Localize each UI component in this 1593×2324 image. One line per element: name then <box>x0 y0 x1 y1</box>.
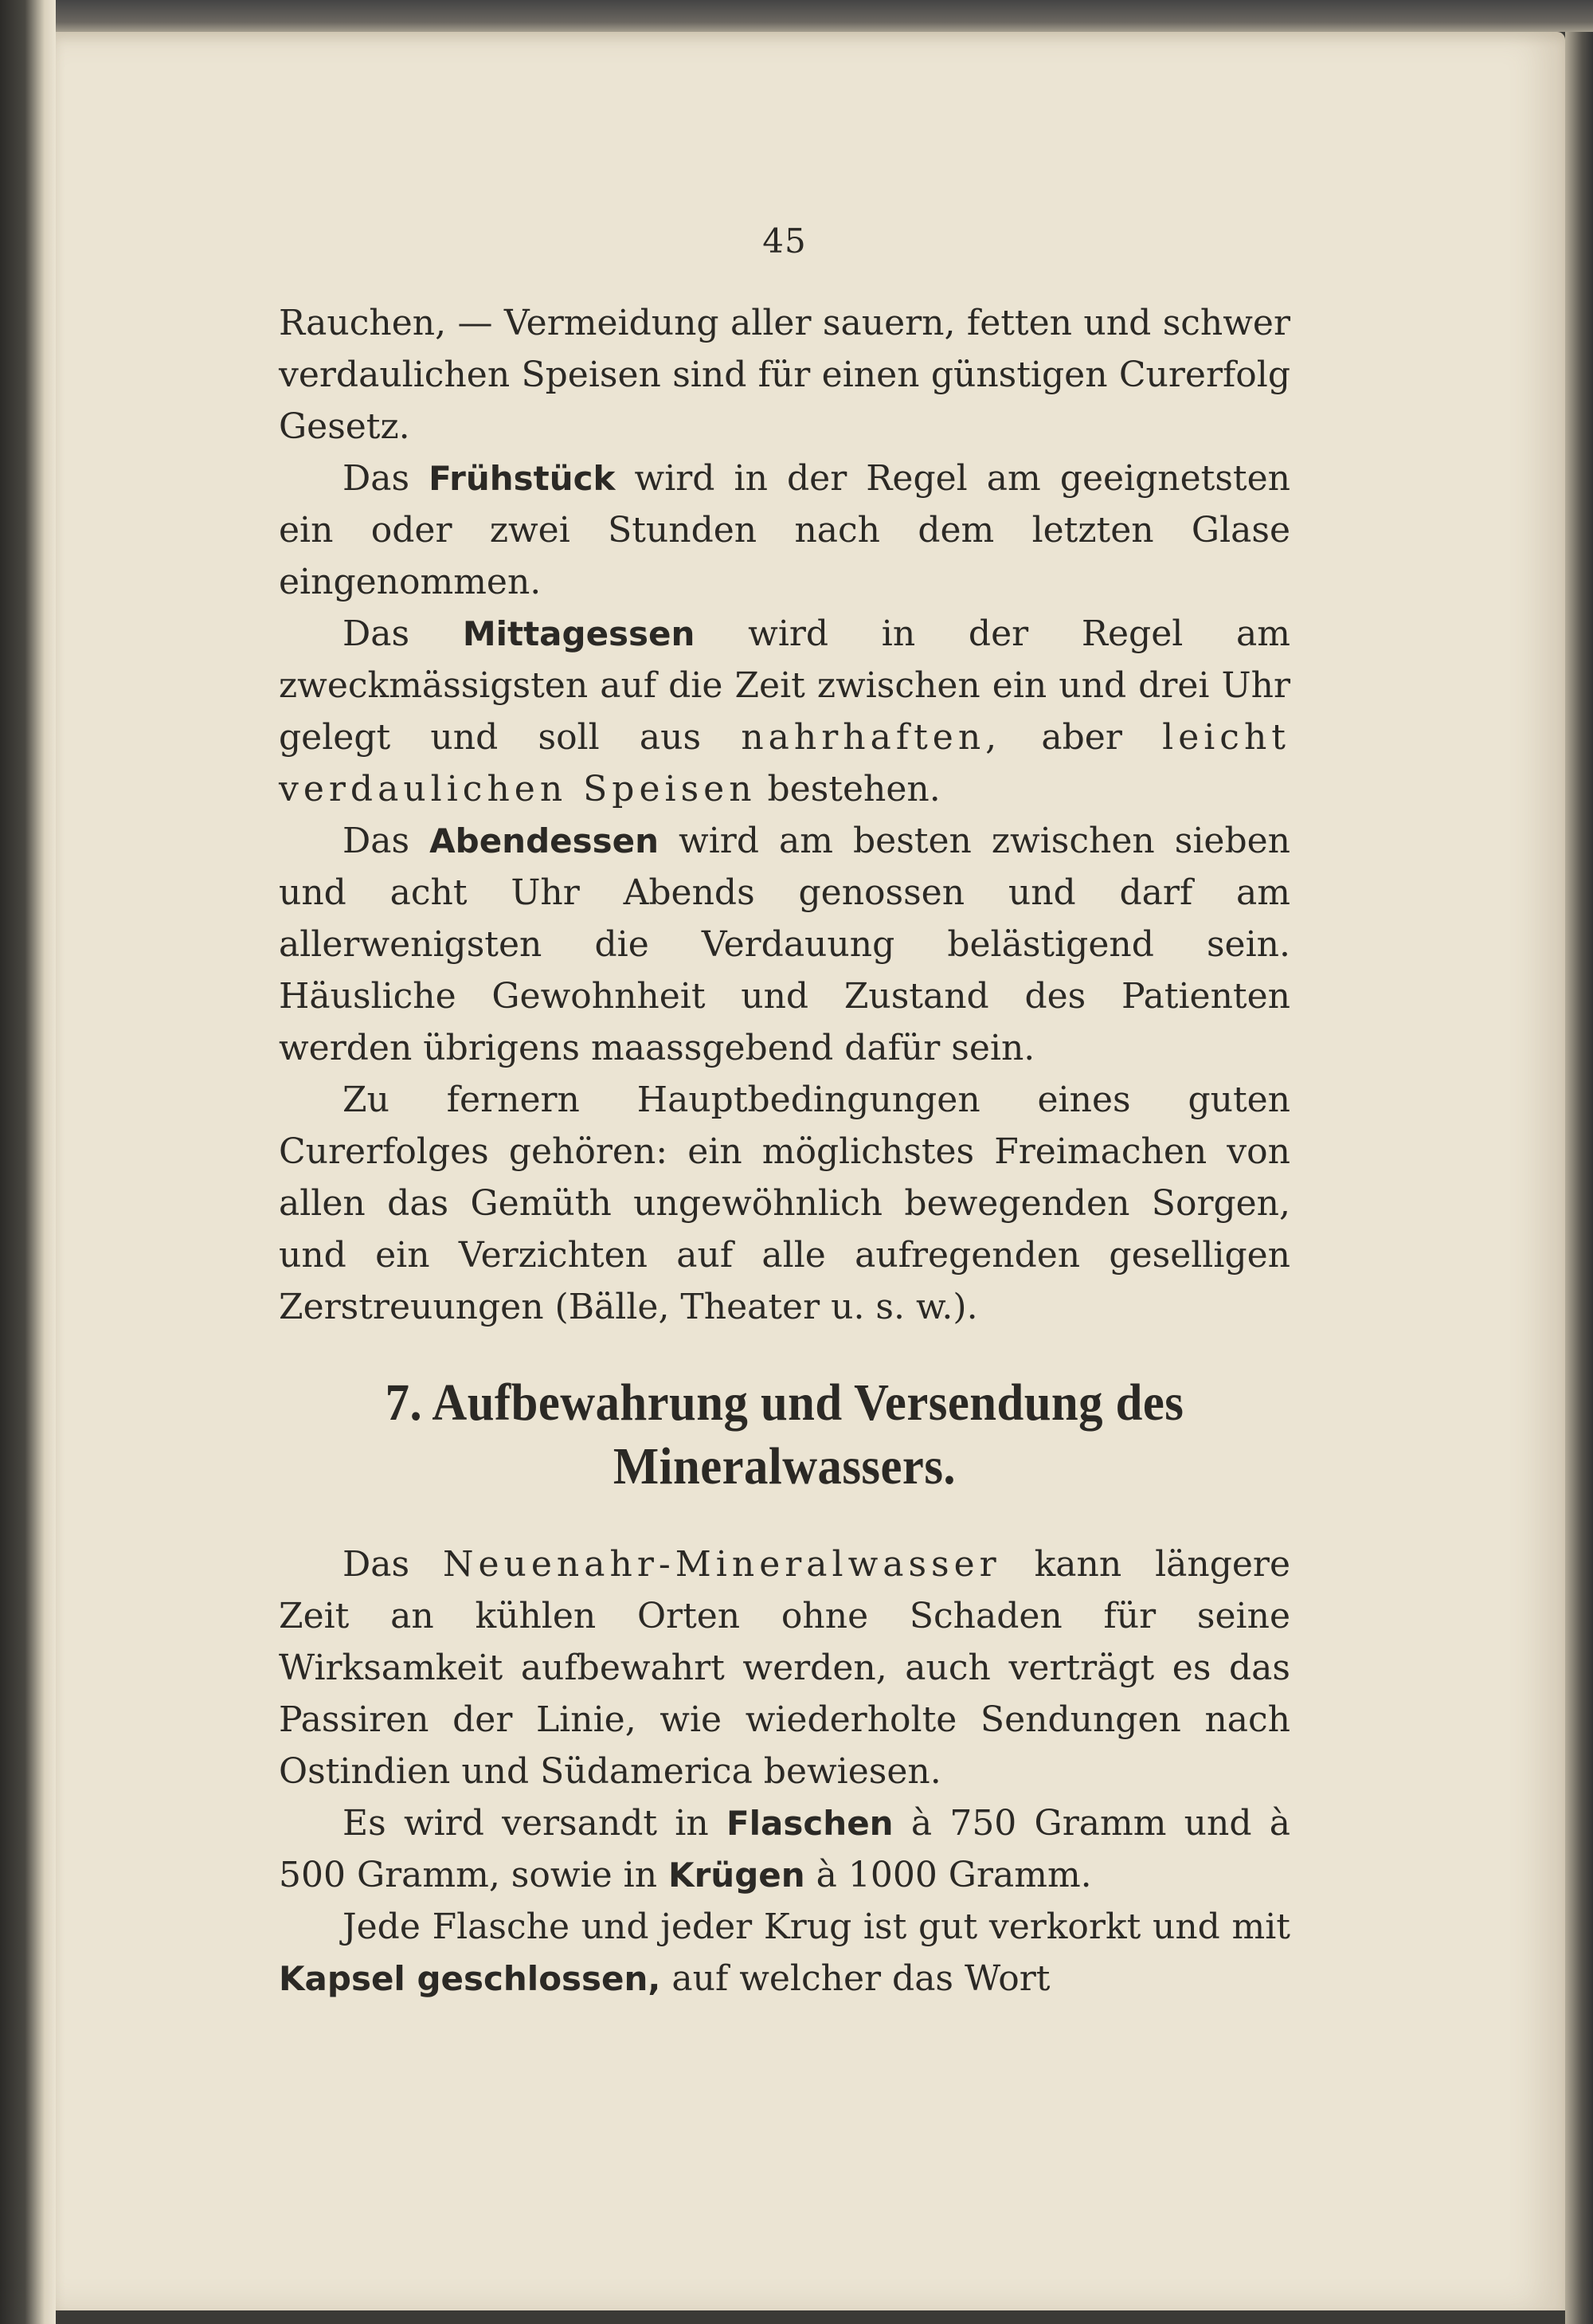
paragraph-abendessen <box>279 815 1290 1074</box>
spaced-nahrhaften: nahrhaften, <box>741 717 1002 758</box>
spaced-neuenahr-mineralwasser: Neuenahr-Mineralwasser <box>443 1544 1001 1585</box>
text-run: Das <box>342 1544 443 1585</box>
text-run: Es wird versandt in <box>342 1803 726 1844</box>
term-kapsel-geschlossen: Kapsel geschlossen, <box>279 1959 661 1998</box>
page-number: 45 <box>762 221 807 261</box>
paragraph-hauptbedingungen: Zu fernern Hauptbedingungen eines guten Curerfolges gehören: ein möglichstes Freimachen von allen das Gemüth ungewöhnlich bewegenden Sorgen, und ein Verzichten auf alle aufregenden geselligen Zerstreuungen (Bälle, Theater u. s. w.). <box>279 1080 1290 1327</box>
text-run: wird am besten zwischen sieben und acht Uhr Abends genossen und darf am allerwenigsten die Verdauung belästigend sein. Häusliche Gewohnheit und Zustand des Patienten werden übrigens maassgebend dafür sein. <box>279 821 1290 1068</box>
text-run: wird in der Regel am geeignetsten ein oder zwei Stunden nach dem letzten Glase eingenommen. <box>279 458 1290 602</box>
paragraph-mittagessen <box>279 608 1290 815</box>
paragraph-mineralwasser <box>279 1538 1290 1797</box>
paragraph-versand <box>279 1797 1290 1901</box>
heading-line-2: Mineralwassers. <box>613 1437 957 1495</box>
text-run: Jede Flasche und jeder Krug ist gut verkorkt und mit <box>342 1907 1290 1947</box>
text-run: aber <box>1001 717 1163 758</box>
term-kruegen: Krügen <box>668 1856 805 1895</box>
text-run: à 1000 Gramm. <box>804 1855 1092 1895</box>
spaced-leicht-verdaulichen: leicht verdaulichen Speisen <box>279 717 1290 809</box>
section-heading <box>319 1371 1250 1499</box>
text-run: Das <box>342 821 430 861</box>
top-margin-shadow <box>56 0 1593 32</box>
term-mittagessen: Mittagessen <box>462 614 695 653</box>
paragraph-rauchen: Rauchen, — Vermeidung aller sauern, fetten und schwer verdaulichen Speisen sind für einen günstigen Curerfolg Gesetz. <box>279 303 1290 447</box>
term-abendessen: Abendessen <box>429 821 660 860</box>
text-run: Das <box>342 458 429 499</box>
term-fruehstueck: Frühstück <box>429 459 616 498</box>
book-spine-edge <box>0 0 56 2324</box>
page-text-block <box>279 215 1290 2005</box>
text-run: bestehen. <box>756 769 941 809</box>
right-page-edge <box>1565 32 1593 2324</box>
heading-line-1: 7. Aufbewahrung und Versendung des <box>385 1374 1184 1432</box>
paragraph-verkorkt <box>279 1901 1290 2005</box>
text-run: Das <box>342 613 463 654</box>
text-run: kann längere Zeit an kühlen Orten ohne Schaden für seine Wirksamkeit aufbewahrt werden, auch verträgt es das Passiren der Linie, wie wiederholte Sendungen nach Ostindien und Südamerica bewiesen. <box>279 1544 1290 1792</box>
paragraph-fruehstueck <box>279 453 1290 608</box>
text-run: wird in der Regel am zweckmässigsten auf die Zeit zwischen ein und drei Uhr gelegt und soll aus <box>279 613 1290 758</box>
text-run: à 750 Gramm und à 500 Gramm, sowie in <box>279 1803 1290 1895</box>
term-flaschen: Flaschen <box>726 1804 894 1843</box>
text-run: auf welcher das Wort <box>660 1958 1051 1999</box>
